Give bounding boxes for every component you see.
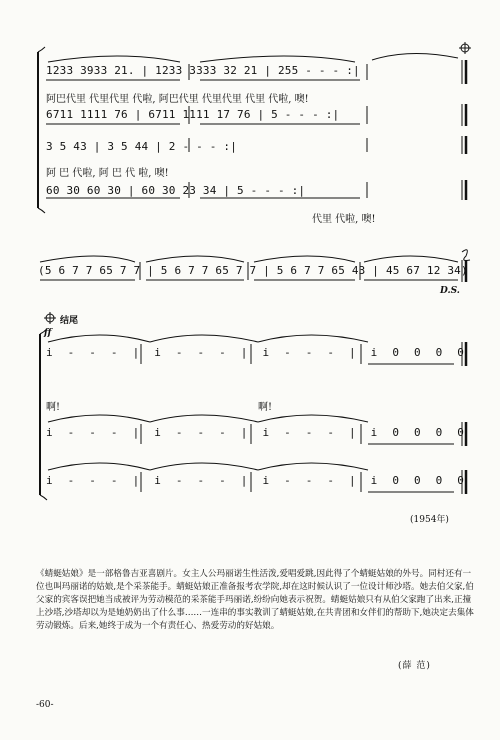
system3-voice2-notes: i - - - | i - - - | i - - - | i 0 0 0 0 (46, 426, 465, 439)
system3-lyric-b: 啊! (258, 402, 273, 413)
film-description: 《蜻蜓姑娘》是一部格鲁吉亚喜剧片。女主人公玛丽诺生性活泼,爱唱爱跳,因此得了个蜻蜓姑娘的外号。同村还有一位也叫玛丽诺的姑娘,是个采茶能手。蜻蜓姑娘正准备报考农学院,却在这时候认识了一位设计师沙塔。她去伯父家,伯父家的宾客误把她当成被评为劳动模范的采茶能手玛丽诺,纷纷向她表示祝贺。蜻蜓姑娘只有从伯父家跑了出来,正撞上沙塔,沙塔却以为是她奶奶出了什么事……一连串的事实教训了蜻蜓姑娘,在共青团和女伴们的帮助下,她决定去集体劳动锻炼。后来,她终于成为一个有责任心、热爱劳动的好姑娘。 (36, 569, 474, 631)
system3-voice3-notes: i - - - | i - - - | i - - - | i 0 0 0 0 (46, 474, 465, 487)
year-note: (1954年) (410, 515, 449, 525)
system1-voice3-notes: 3 5 43 | 3 5 44 | 2 - - - :| (46, 140, 238, 153)
system3-voice1-notes: i - - - | i - - - | i - - - | i 0 0 0 0 (46, 346, 465, 359)
author: (薛 范) (398, 661, 431, 671)
system1-voice3-lyric: 阿 巴 代啦, 阿 巴 代 啦, 噢! (46, 168, 169, 179)
system1-voice1-lyric: 阿巴代里 代里代里 代啦, 阿巴代里 代里代里 代里 代啦, 噢! (46, 94, 309, 105)
system1-voice1-notes: 1233 3933 21. | 1233 3333 32 21 | 255 - - - :| (46, 64, 360, 77)
page-number: -60- (36, 700, 54, 710)
system1-voice4-notes: 60 30 60 30 | 60 30 23 34 | 5 - - - :| (46, 184, 306, 197)
system2-notes: (5 6 7 7 65 7 7 | 5 6 7 7 65 7 7 | 5 6 7 7 65 43 | 45 67 12 34) (38, 264, 468, 277)
dynamic-marking: ff (44, 328, 52, 338)
coda-label: 结尾 (60, 316, 79, 326)
system1-voice4-lyric: 代里 代啦, 噢! (312, 214, 376, 225)
system1-voice2-notes: 6711 1111 76 | 6711 1111 17 76 | 5 - - - :| (46, 108, 340, 121)
system3-lyric-a: 啊! (46, 402, 61, 413)
ds-mark: D.S. (440, 286, 460, 296)
